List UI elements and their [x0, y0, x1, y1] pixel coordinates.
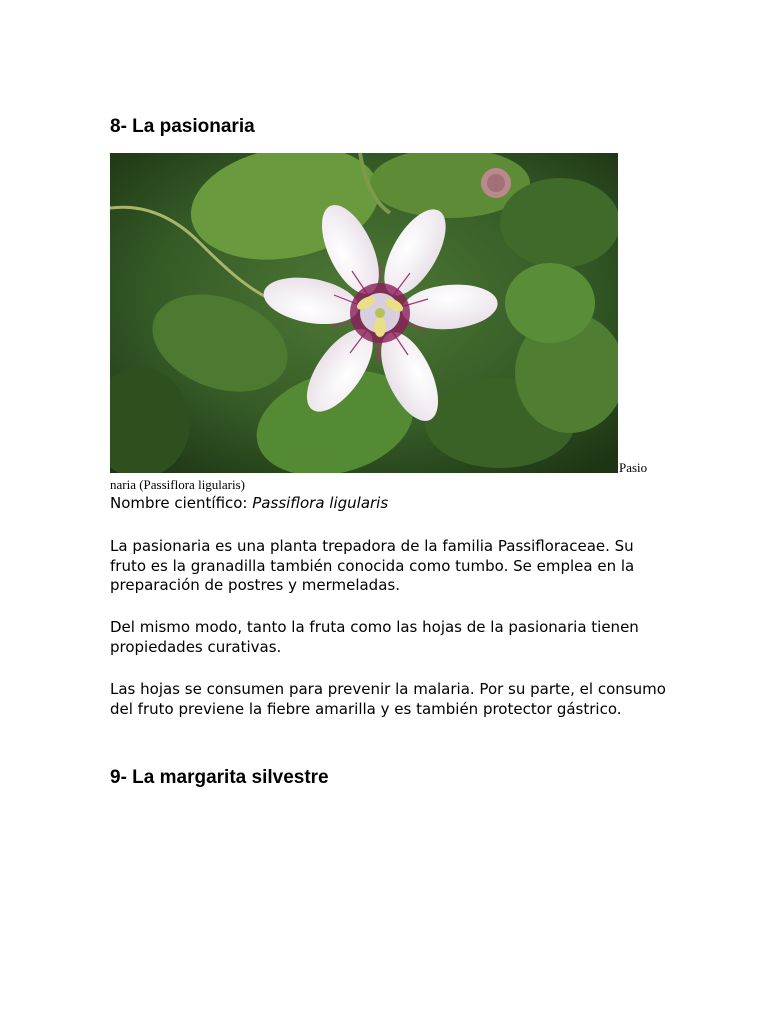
scientific-name-line [110, 494, 388, 513]
paragraph-description: La pasionaria es una planta trepadora de la familia Passifloraceae. Su fruto es la granadilla también conocida como tumbo. Se emplea en la preparación de postres y mermeladas. [110, 537, 635, 594]
photo-caption-tail: Pasio [619, 460, 648, 475]
section-heading-margarita: 9- La margarita silvestre [110, 767, 329, 788]
section-heading-pasionaria: 8- La pasionaria [110, 116, 255, 137]
scientific-name-label: Nombre científico: [110, 494, 253, 512]
paragraph-uses: Las hojas se consumen para prevenir la malaria. Por su parte, el consumo del fruto previene la fiebre amarilla y es también protector gástrico. [110, 680, 666, 718]
scientific-name: Passiflora ligularis [252, 494, 389, 512]
passion-flower-photo [110, 153, 618, 473]
paragraph-properties: Del mismo modo, tanto la fruta como las hojas de la pasionaria tienen propiedades curativas. [110, 618, 639, 656]
photo-caption: naria (Passiflora ligularis) [110, 477, 246, 492]
